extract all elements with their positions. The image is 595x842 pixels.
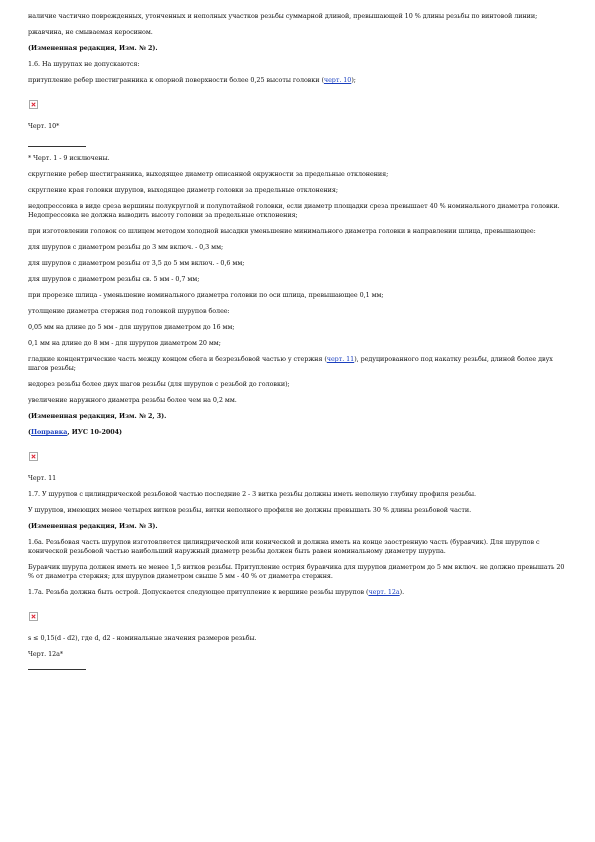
text: гладкие концентрические часть между концом сбега и безрезьбовой частью у стержня ( <box>28 355 327 363</box>
text: , ИУС 10-2004) <box>67 428 123 436</box>
paragraph: 1.6а. Резьбовая часть шурупов изготовляется цилиндрической или конической и должна иметь на конце заостренную часть (буравчик). Для шурупов с конической резьбовой частью наибольший наружный диаметр резьбы должен быть равен номинальному диаметру шурупа. <box>28 538 540 555</box>
text: 1.7а. Резьба должна быть острой. Допускается следующее притупление к вершине резьбы шурупов ( <box>28 588 369 596</box>
footnote-divider <box>28 146 86 147</box>
text: ). <box>399 588 405 596</box>
broken-image-icon <box>29 452 38 461</box>
footnote: * Черт. 1 - 9 исключены. <box>28 154 110 162</box>
figure-caption: Черт. 10* <box>28 122 60 130</box>
figure-caption: Черт. 11 <box>28 474 57 482</box>
paragraph: для шурупов с диаметром резьбы от 3,5 до 5 мм включ. - 0,6 мм; <box>28 259 245 267</box>
drawing-link[interactable]: черт. 10 <box>323 76 352 84</box>
footnote-divider <box>28 669 86 670</box>
paragraph: для шурупов с диаметром резьбы св. 5 мм - 0,7 мм; <box>28 275 200 283</box>
correction-note <box>28 428 571 437</box>
paragraph: скругление края головки шурупов, выходящее диаметр головки за предельные отклонения; <box>28 186 338 194</box>
paragraph: для шурупов с диаметром резьбы до 3 мм включ. - 0,3 мм; <box>28 243 224 251</box>
section-heading: 1.6. На шурупах не допускаются: <box>28 60 140 68</box>
paragraph <box>28 588 571 597</box>
paragraph: Буравчик шурупа должен иметь не менее 1,5 витков резьбы. Притупление острия буравчика для шурупов диаметром до 5 мм включ. не должно превышать 20 % от диаметра стержня; для шурупов диаметром свыше 5 мм - 40 % от диаметра стержня. <box>28 563 565 580</box>
amendment-note: (Измененная редакция, Изм. № 2). <box>28 44 158 52</box>
text: ); <box>351 76 356 84</box>
figure-caption: Черт. 12а* <box>28 650 64 658</box>
paragraph: утолщение диаметра стержня под головкой шурупов более: <box>28 307 230 315</box>
amendment-note: (Измененная редакция, Изм. № 3). <box>28 522 158 530</box>
broken-image <box>29 446 571 465</box>
paragraph: 0,1 мм на длине до 8 мм - для шурупов диаметром 20 мм; <box>28 339 221 347</box>
paragraph: увеличение наружного диаметра резьбы более чем на 0,2 мм. <box>28 396 237 404</box>
text: ( <box>28 428 31 436</box>
broken-image <box>29 94 571 113</box>
broken-image-icon <box>29 612 38 621</box>
paragraph: 1.7. У шурупов с цилиндрической резьбовой частью последние 2 - 3 витка резьбы должны иметь неполную глубину профиля резьбы. <box>28 490 476 498</box>
broken-image-icon <box>29 100 38 109</box>
amendment-note: (Измененная редакция, Изм. № 2, 3). <box>28 412 167 420</box>
formula-text: s ≤ 0,15(d - d2), где d, d2 - номинальные значения размеров резьбы. <box>28 634 257 642</box>
paragraph: наличие частично поврежденных, утонченных и неполных участков резьбы суммарной длиной, превышающей 10 % длины резьбы по винтовой линии; <box>28 12 538 20</box>
paragraph: при прорезке шлица - уменьшение номинального диаметра головки по оси шлица, превышающее 0,1 мм; <box>28 291 384 299</box>
paragraph <box>28 355 571 373</box>
paragraph: скругление ребер шестигранника, выходящее диаметр описанной окружности за предельные отклонения; <box>28 170 389 178</box>
paragraph <box>28 76 571 85</box>
paragraph: У шурупов, имеющих менее четырех витков резьбы, витки неполного профиля не должны превышать 30 % длины резьбовой части. <box>28 506 472 514</box>
text: ), редуцированного под накатку резьбы, длиной более двух шагов резьбы; <box>28 355 553 372</box>
paragraph: ржавчина, не смываемая керосином. <box>28 28 153 36</box>
paragraph: 0,05 мм на длине до 5 мм - для шурупов диаметром до 16 мм; <box>28 323 235 331</box>
drawing-link[interactable]: черт. 11 <box>326 355 355 363</box>
broken-image <box>29 606 571 625</box>
paragraph: при изготовлении головок со шлицем методом холодной высадки уменьшение минимального диаметра головки в направлении шлица, превышающее: <box>28 227 536 235</box>
drawing-link[interactable]: черт. 12а <box>368 588 400 596</box>
paragraph: недопрессовка в виде среза вершины полукруглой и полупотайной головки, если диаметр площадки среза превышает 40 % номинального диаметра головки. Недопрессовка не должна выводить высоту головки за предельные отклонения; <box>28 202 560 219</box>
correction-link[interactable]: Поправка <box>30 428 68 436</box>
paragraph: недорез резьбы более двух шагов резьбы (для шурупов с резьбой до головки); <box>28 380 290 388</box>
text: притупление ребер шестигранника к опорной поверхности более 0,25 высоты головки ( <box>28 76 324 84</box>
